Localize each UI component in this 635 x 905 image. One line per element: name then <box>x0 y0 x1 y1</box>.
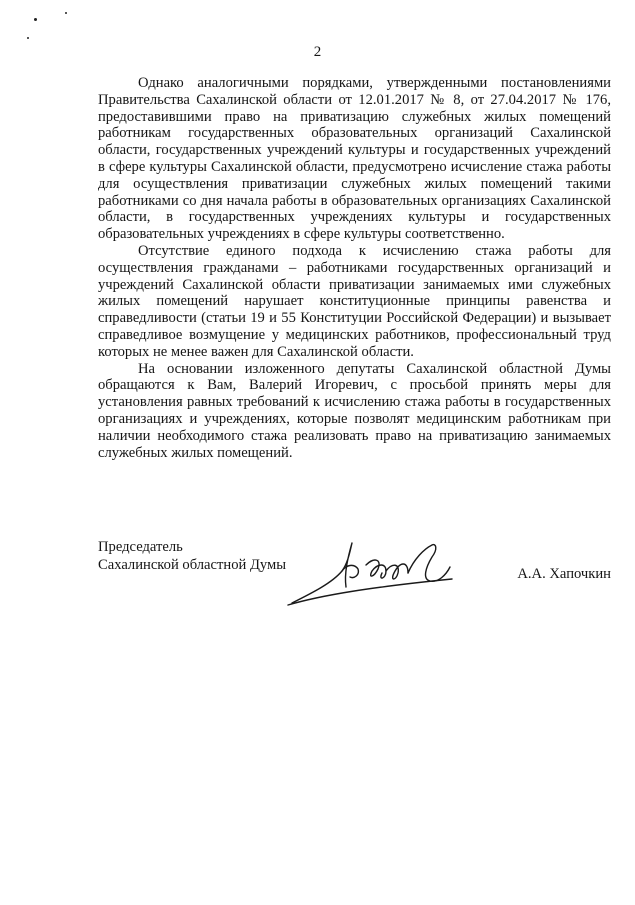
signatory-name: А.А. Хапочкин <box>517 566 611 582</box>
paragraph-2: Отсутствие единого подхода к исчислению стажа работы для осуществления гражданами – работниками государственных организаций и учреждений Сахалинской области приватизации занимаемых ими служебных жилых помещений нарушает конституционные принципы равенства и справедливости (статьи 19 и 55 Конституции Российской Федерации) и вызывает справедливое возмущение у медицинских работников, профессиональный труд которых не менее важен для Сахалинской области. <box>98 242 611 360</box>
scan-speck <box>65 12 67 14</box>
signatory-title-line-2: Сахалинской областной Думы <box>98 557 287 573</box>
scan-speck <box>34 18 37 21</box>
letter-body <box>98 75 611 461</box>
signatory-title <box>98 538 286 574</box>
paragraph-3: На основании изложенного депутаты Сахалинской областной Думы обращаются к Вам, Валерий Игоревич, с просьбой принять меры для установления равных требований к исчислению стажа работы в государственных организациях и учреждениях, которые позволят медицинским работникам при наличии необходимого стажа реализовать право на приватизацию занимаемых служебных жилых помещений. <box>98 360 611 461</box>
scan-speck <box>27 37 29 39</box>
signatory-title-line-1: Председатель <box>98 539 183 555</box>
handwritten-signature <box>282 535 472 610</box>
page-number: 2 <box>313 44 322 60</box>
paragraph-1: Однако аналогичными порядками, утвержденными постановлениями Правительства Сахалинской области от 12.01.2017 № 8, от 27.04.2017 № 176, предоставившими право на приватизацию служебных жилых помещений работникам государственных образовательных организаций Сахалинской области, государственных учреждений культуры и государственных учреждений в сфере культуры Сахалинской области, предусмотрено исчисление стажа работы для осуществления приватизации служебных жилых помещений такими работниками со дня начала работы в образовательных организациях Сахалинской области, в государственных учреждениях культуры и государственных образовательных учреждениях в сфере культуры соответственно. <box>98 75 611 243</box>
